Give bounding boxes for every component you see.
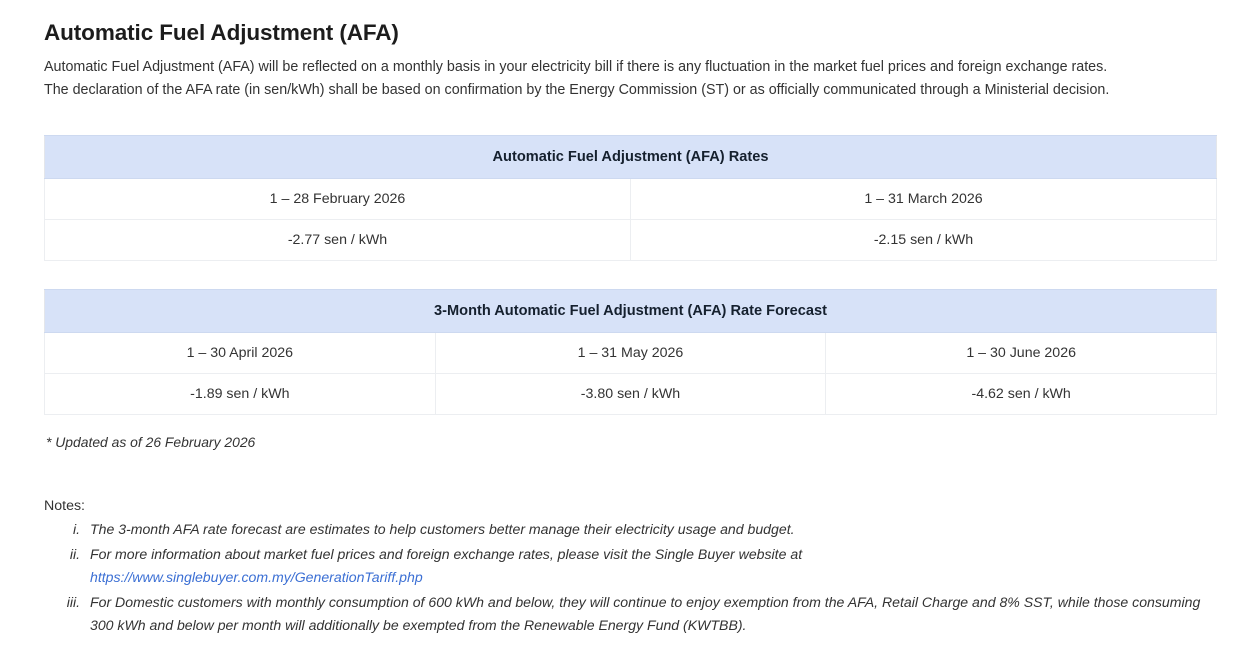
note-text-1: i. The 3-month AFA rate forecast are estimates to help customers better manage their electricity usage and budget.: [90, 521, 795, 538]
list-item: [84, 518, 1216, 541]
afa-period-cell-1: 1 – 28 February 2026: [45, 179, 631, 220]
note-text-3b: those consuming 300 kWh and below per month will additionally be exempted from the Renewable Energy Fund (KWTBB).: [90, 594, 1201, 634]
intro-line-1: Automatic Fuel Adjustment (AFA) will be reflected on a monthly basis in your electricity bill if there is any fluctuation in the market fuel prices and foreign exchange rates.: [44, 59, 1108, 76]
afa-forecast-table: [44, 289, 1217, 415]
afa-rates-table: [44, 135, 1217, 261]
forecast-rate-cell-3: -4.62 sen / kWh: [826, 374, 1217, 415]
updated-timestamp: * Updated as of 26 February 2026: [46, 434, 256, 451]
notes-heading: Notes:: [44, 498, 86, 515]
afa-period-cell-2: 1 – 31 March 2026: [631, 179, 1217, 220]
intro-paragraph: [44, 56, 1216, 102]
note-text-3a: For Domestic customers with monthly consumption of 600 kWh and below, they will continue to enjoy exemption from the AFA, Retail Charge and 8% SST, while: [90, 594, 1090, 611]
list-item: [84, 591, 1216, 637]
intro-line-2: The declaration of the AFA rate (in sen/kWh) shall be based on confirmation by the Energy Commission (ST) or as officially communicated through a Ministerial decision.: [44, 82, 1110, 99]
table-header-row: [45, 290, 1217, 333]
forecast-period-cell-3: 1 – 30 June 2026: [826, 333, 1217, 374]
forecast-period-cell-2: 1 – 31 May 2026: [435, 333, 826, 374]
forecast-period-cell-1: 1 – 30 April 2026: [45, 333, 436, 374]
notes-list: [44, 518, 1216, 637]
afa-rate-cell-2: -2.15 sen / kWh: [631, 220, 1217, 261]
forecast-rate-cell-2: -3.80 sen / kWh: [435, 374, 826, 415]
afa-rate-cell-1: -2.77 sen / kWh: [45, 220, 631, 261]
table-header-row: [45, 136, 1217, 179]
list-item: [84, 543, 1216, 589]
note-text-2: ii. For more information about market fuel prices and foreign exchange rates, please visit the Single Buyer website at: [90, 546, 803, 563]
page-title: Automatic Fuel Adjustment (AFA): [44, 20, 399, 45]
forecast-rate-cell-1: -1.89 sen / kWh: [45, 374, 436, 415]
table-row: [45, 220, 1217, 261]
table-row: [45, 333, 1217, 374]
afa-forecast-table-title: 3-Month Automatic Fuel Adjustment (AFA) Rate Forecast: [45, 290, 1217, 333]
table-row: [45, 374, 1217, 415]
single-buyer-link[interactable]: https://www.singlebuyer.com.my/GenerationTariff.php: [90, 569, 423, 586]
table-row: [45, 179, 1217, 220]
afa-rates-table-title: Automatic Fuel Adjustment (AFA) Rates: [45, 136, 1217, 179]
